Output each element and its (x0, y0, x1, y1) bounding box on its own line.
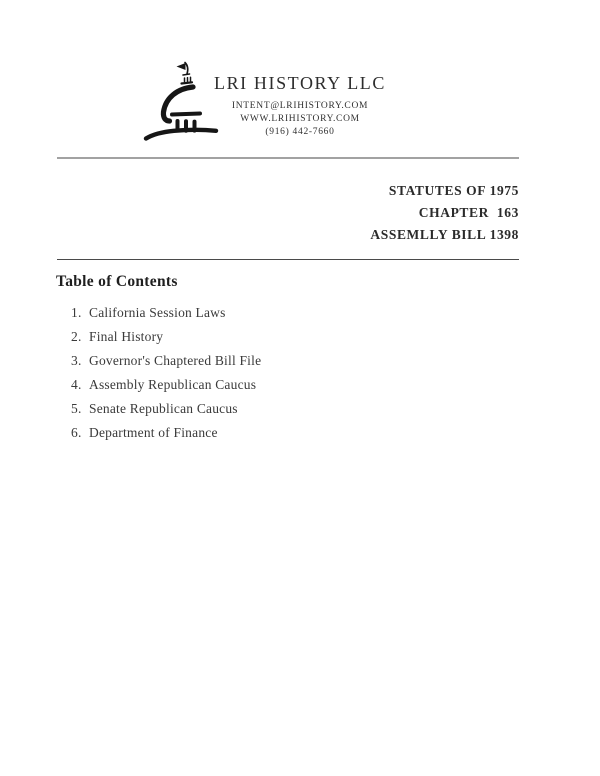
toc-item-number: 2. (71, 329, 82, 344)
divider-top (57, 157, 519, 159)
statute-line-chapter: CHAPTER 163 (418, 205, 519, 220)
toc-item-number: 6. (71, 425, 82, 440)
toc-item-label: Department of Finance (89, 425, 218, 440)
company-name: LRI HISTORY LLC (213, 73, 386, 93)
toc-heading: Table of Contents (56, 273, 178, 290)
toc-item (57, 354, 261, 368)
toc-item-label: Assembly Republican Caucus (89, 377, 257, 392)
toc-item (57, 306, 261, 320)
toc-item-number: 5. (71, 401, 82, 416)
toc-item-number: 1. (71, 305, 82, 320)
toc-item-number: 3. (71, 353, 82, 368)
company-email: INTENT@LRIHISTORY.COM (231, 101, 369, 111)
divider-middle (57, 259, 519, 260)
toc-list (57, 306, 261, 450)
toc-item (57, 402, 261, 416)
statute-line-statutes: STATUTES OF 1975 (388, 183, 519, 198)
company-website: WWW.LRIHISTORY.COM (240, 114, 360, 124)
letterhead (0, 72, 600, 139)
statute-reference (370, 180, 519, 246)
toc-item (57, 330, 261, 344)
toc-item (57, 426, 261, 440)
toc-item-number: 4. (71, 377, 82, 392)
toc-item-label: California Session Laws (89, 305, 226, 320)
company-phone: (916) 442-7660 (265, 127, 335, 137)
toc-item-label: Governor's Chaptered Bill File (89, 353, 262, 368)
toc-item-label: Senate Republican Caucus (89, 401, 238, 416)
toc-item (57, 378, 261, 392)
toc-item-label: Final History (89, 329, 164, 344)
statute-line-bill: ASSEMLLY BILL 1398 (370, 227, 519, 242)
